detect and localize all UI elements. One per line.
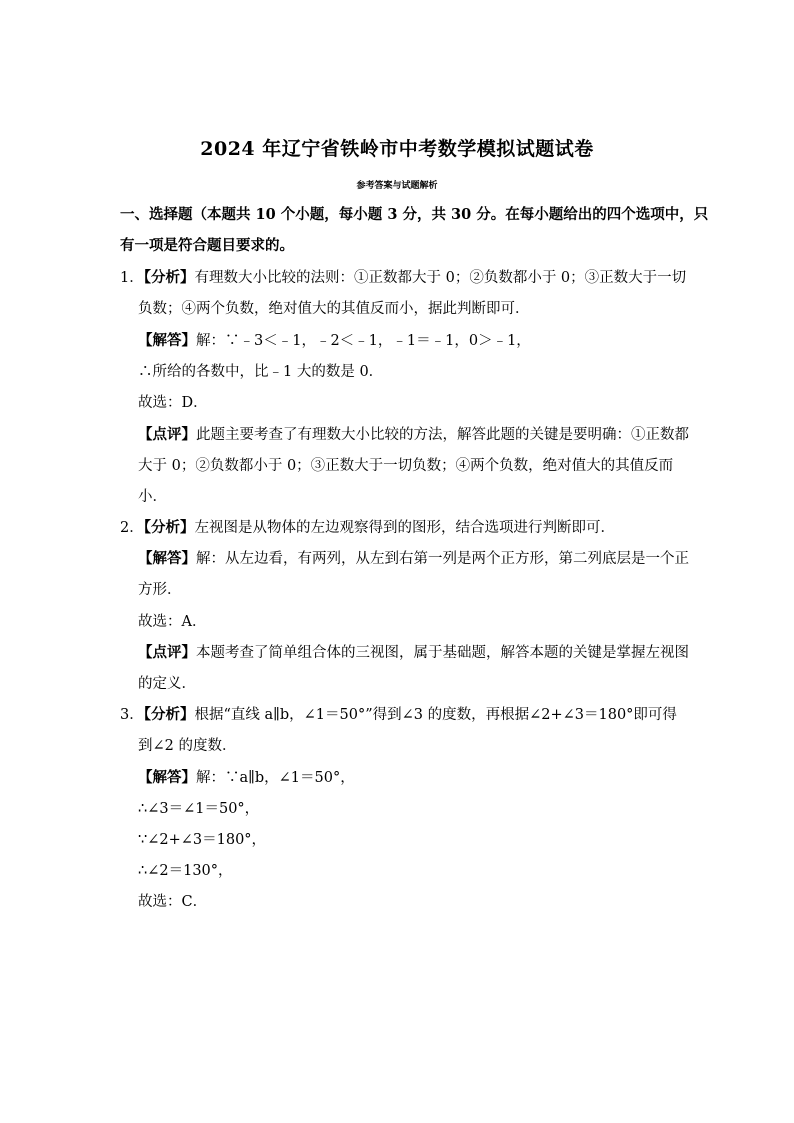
q1-comment-tag: 【点评】	[138, 426, 196, 443]
q2-comment-text-1: 本题考查了简单组合体的三视图，属于基础题，解答本题的关键是掌握左视图	[196, 645, 689, 661]
q3-analysis-line-2: 到∠2 的度数．	[138, 738, 237, 754]
q2-answer-line-2: 方形．	[138, 582, 182, 598]
q3-analysis-line-1	[120, 705, 677, 725]
q3-answer-line-5: 故选：C．	[138, 894, 208, 910]
page-title: 2024 年辽宁省铁岭市中考数学模拟试题试卷	[200, 138, 594, 160]
q3-answer-line-2: ∴∠3＝∠1＝50°，	[138, 801, 260, 817]
q3-analysis-tag: 【分析】	[143, 706, 195, 723]
section-header-line-1: 一、选择题（本题共 10 个小题，每小题 3 分，共 30 分。在每小题给出的四个选项中，只	[120, 206, 709, 223]
q1-number: 1．	[120, 270, 144, 286]
q1-answer-line-1	[138, 331, 531, 351]
q3-answer-tag: 【解答】	[138, 769, 196, 786]
q3-number: 3．	[120, 707, 144, 723]
q1-analysis-line-2: 负数；④两个负数，绝对值大的其值反而小，据此判断即可．	[138, 301, 530, 317]
q2-answer-tag: 【解答】	[138, 550, 196, 567]
q2-answer-line-3: 故选：A．	[138, 614, 207, 630]
q2-comment-line-1	[138, 643, 689, 663]
q1-answer-tag: 【解答】	[138, 332, 196, 349]
q2-analysis-tag: 【分析】	[143, 519, 195, 536]
q1-comment-line-1	[138, 425, 689, 445]
q3-analysis-text-1: 根据“直线 a∥b，∠1＝50°”得到∠3 的度数，再根据∠2+∠3＝180°即可得	[194, 707, 677, 723]
section-header-line-2: 有一项是符合题目要求的。	[120, 237, 294, 254]
q1-analysis-text-1: 有理数大小比较的法则：①正数都大于 0；②负数都小于 0；③正数大于一切	[194, 270, 687, 286]
q1-answer-text-1: 解：∵﹣3＜﹣1，﹣2＜﹣1，﹣1＝﹣1，0＞﹣1，	[196, 333, 531, 349]
q1-comment-text-1: 此题主要考查了有理数大小比较的方法，解答此题的关键是要明确：①正数都	[196, 427, 689, 443]
q1-analysis-line-1	[120, 268, 686, 288]
q3-answer-line-1	[138, 768, 355, 788]
q2-comment-tag: 【点评】	[138, 644, 196, 661]
q2-analysis-line-1	[120, 518, 615, 538]
q1-analysis-tag: 【分析】	[143, 269, 195, 286]
q1-answer-line-3: 故选：D．	[138, 395, 208, 411]
q1-comment-line-3: 小．	[138, 489, 167, 505]
page-subtitle: 参考答案与试题解析	[356, 181, 438, 191]
q2-analysis-text-1: 左视图是从物体的左边观察得到的图形，结合选项进行判断即可．	[194, 520, 615, 536]
q3-answer-line-3: ∵∠2+∠3＝180°，	[138, 832, 267, 848]
q1-comment-line-2: 大于 0；②负数都小于 0；③正数大于一切负数；④两个负数，绝对值大的其值反而	[138, 458, 674, 474]
q2-number: 2．	[120, 520, 144, 536]
q1-answer-line-2: ∴所给的各数中，比﹣1 大的数是 0．	[138, 364, 384, 380]
q2-answer-line-1	[138, 549, 689, 569]
q2-comment-line-2: 的定义．	[138, 676, 196, 692]
q3-answer-text-1: 解：∵a∥b，∠1＝50°，	[196, 770, 355, 786]
q2-answer-text-1: 解：从左边看，有两列，从左到右第一列是两个正方形，第二列底层是一个正	[196, 551, 689, 567]
q3-answer-line-4: ∴∠2＝130°，	[138, 863, 233, 879]
